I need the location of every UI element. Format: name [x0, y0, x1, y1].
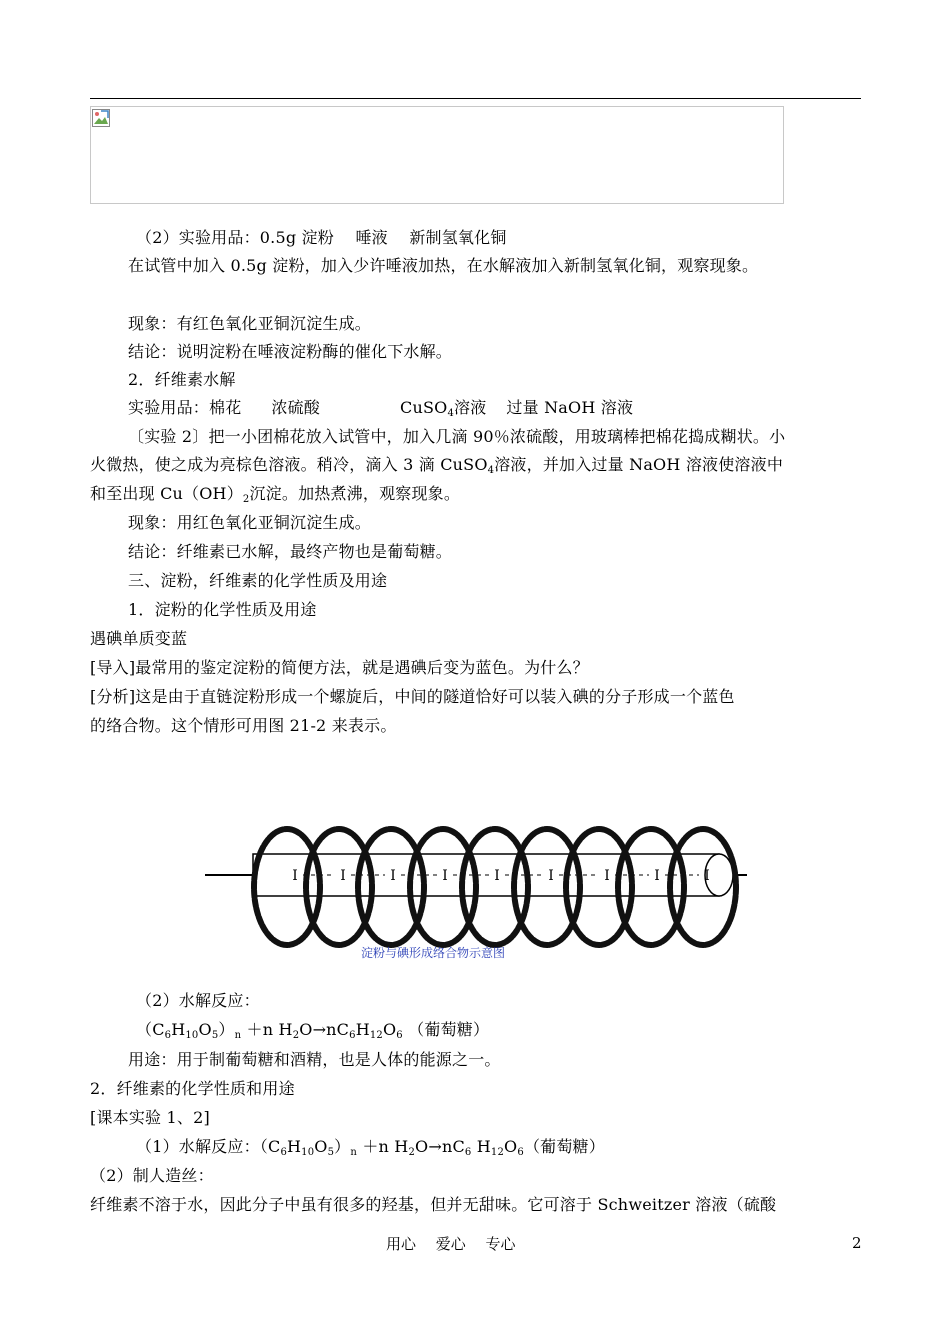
image-placeholder	[90, 106, 784, 204]
iodine-label: I	[340, 868, 346, 884]
cellulose-hydrolysis-heading: 2．纤维素水解	[128, 370, 236, 389]
exp2-materials: 实验用品：棉花 浓硫酸 CuSO$_4$溶液 过量 NaOH 溶液	[128, 398, 634, 419]
rayon-heading: （2）制人造丝：	[90, 1166, 214, 1185]
hydrolysis-heading: （2）水解反应：	[136, 991, 260, 1010]
header-rule	[90, 98, 861, 99]
figure-caption: 淀粉与碘形成络合物示意图	[361, 946, 506, 960]
broken-image-icon	[92, 109, 110, 127]
iodine-label: I	[604, 868, 610, 884]
starch-usage: 用途：用于制葡萄糖和酒精，也是人体的能源之一。	[128, 1050, 501, 1069]
cellulose-heading: 2．纤维素的化学性质和用途	[90, 1079, 295, 1098]
iodine-label: I	[292, 868, 298, 884]
iodine-label: I	[548, 868, 554, 884]
footer-motto: 用心 爱心 专心	[386, 1235, 516, 1253]
iodine-label: I	[390, 868, 396, 884]
iodine-label: I	[654, 868, 660, 884]
iodine-label: I	[442, 868, 448, 884]
analysis-line-2: 的络合物。这个情形可用图 21-2 来表示。	[90, 716, 397, 735]
exp2-line-1: 〔实验 2〕把一小团棉花放入试管中，加入几滴 90％浓硫酸，用玻璃棒把棉花捣成糊状。小	[128, 427, 786, 446]
exp1-procedure: 在试管中加入 0.5g 淀粉，加入少许唾液加热，在水解液加入新制氢氧化铜，观察现象。	[128, 256, 759, 275]
hydrolysis-equation: $(C_6H_{10}O_5)_n +n$ $H_2O\to nC_6H_{12}O_6$ （葡萄糖）	[136, 1020, 490, 1041]
exp2-line-3: 和至出现 $Cu(OH)_2$沉淀。加热煮沸，观察现象。	[90, 484, 461, 505]
page-number: 2	[852, 1234, 862, 1252]
rayon-paragraph: 纤维素不溶于水，因此分子中虽有很多的羟基，但并无甜味。它可溶于 Schweitzer 溶液（硫酸	[90, 1195, 777, 1214]
starch-properties-heading: 1．淀粉的化学性质及用途	[128, 600, 317, 619]
exp1-conclusion: 结论：说明淀粉在唾液淀粉酶的催化下水解。	[128, 342, 453, 361]
starch-iodine-figure	[205, 812, 750, 962]
section-three-heading: 三、淀粉，纤维素的化学性质及用途	[128, 571, 388, 590]
iodine-label: I	[494, 868, 500, 884]
analysis-line-1: [分析]这是由于直链淀粉形成一个螺旋后，中间的隧道恰好可以装入碘的分子形成一个蓝色	[90, 687, 735, 706]
iodine-label: I	[704, 868, 710, 884]
intro-paragraph: [导入]最常用的鉴定淀粉的简便方法，就是遇碘后变为蓝色。为什么？	[90, 658, 589, 677]
cellulose-hydrolysis-equation: （1）水解反应：$(C_6H_{10}O_5)_n +n$ $H_2O\to nC_6$ $H_{12}O_6$（葡萄糖）	[136, 1137, 605, 1158]
iodine-blue-heading: 遇碘单质变蓝	[90, 629, 188, 648]
exp2-phenomenon: 现象：用红色氧化亚铜沉淀生成。	[128, 513, 372, 532]
exp2-conclusion: 结论：纤维素已水解，最终产物也是葡萄糖。	[128, 542, 453, 561]
exp1-materials: （2）实验用品：0.5g 淀粉 唾液 新制氢氧化铜	[136, 228, 507, 247]
exp2-line-2: 火微热，使之成为亮棕色溶液。稍冷，滴入 3 滴 CuSO$_4$溶液，并加入过量 NaOH 溶液使溶液中	[90, 455, 784, 476]
textbook-experiments: [课本实验 1、2]	[90, 1108, 210, 1127]
exp1-phenomenon: 现象：有红色氧化亚铜沉淀生成。	[128, 314, 372, 333]
